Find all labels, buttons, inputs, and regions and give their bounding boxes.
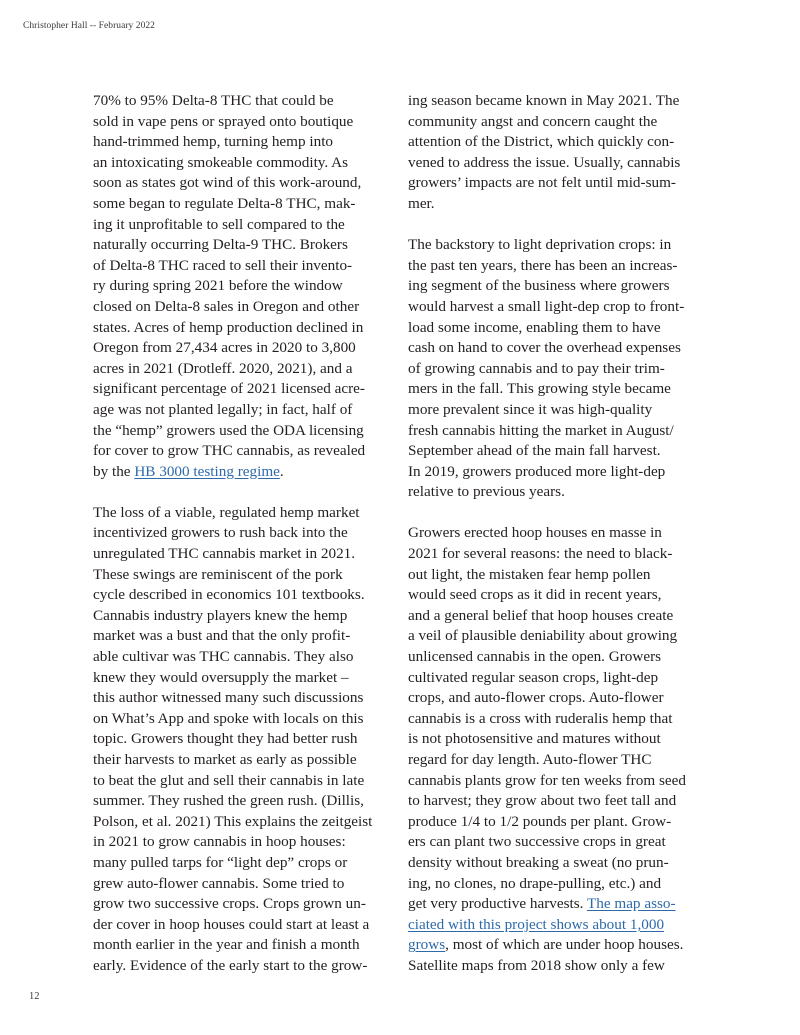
paragraph-gap bbox=[408, 215, 710, 236]
text-line: age was not planted legally; in fact, half of bbox=[93, 400, 353, 418]
text-line: their harvests to market as early as possible bbox=[93, 751, 357, 768]
paragraph-gap bbox=[93, 482, 398, 503]
text-line: regard for day length. Auto-flower THC bbox=[408, 751, 652, 768]
project-map-link[interactable]: The map asso- bbox=[586, 895, 676, 913]
running-header: Christopher Hall -- February 2022 bbox=[23, 21, 155, 31]
text-line: cultivated regular season crops, light-dep bbox=[408, 668, 659, 686]
text-line: an intoxicating smokeable commodity. As bbox=[93, 153, 349, 171]
left-column bbox=[93, 91, 398, 977]
text-line: ing, no clones, no drape-pulling, etc.) and bbox=[408, 874, 662, 892]
text-line: more prevalent since it was high-quality bbox=[408, 400, 653, 418]
text-line: These swings are reminiscent of the pork bbox=[93, 565, 343, 583]
text-line: crops, and auto-flower crops. Auto-flower bbox=[408, 689, 664, 707]
text-line: soon as states got wind of this work-around, bbox=[93, 174, 362, 192]
text-line: month earlier in the year and finish a month bbox=[93, 936, 360, 954]
text-line: ers can plant two successive crops in great bbox=[408, 833, 666, 851]
text-line: acres in 2021 (Drotleff. 2020, 2021), and a bbox=[93, 359, 353, 377]
paragraph-gap bbox=[408, 503, 710, 524]
text-line: knew they would oversupply the market – bbox=[93, 668, 349, 686]
text-line: 2021 for several reasons: the need to black- bbox=[408, 545, 673, 563]
text-line: closed on Delta-8 sales in Oregon and other bbox=[93, 297, 360, 315]
text-fragment: get very productive harvests. bbox=[408, 895, 587, 913]
text-line: naturally occurring Delta-9 THC. Brokers bbox=[93, 236, 348, 254]
text-line: cash on hand to cover the overhead expenses bbox=[408, 339, 681, 357]
project-map-link[interactable]: ciated with this project shows about 1,000 bbox=[408, 915, 665, 933]
text-line: on What’s App and spoke with locals on this bbox=[93, 709, 364, 727]
text-line: early. Evidence of the early start to the grow- bbox=[93, 956, 368, 974]
right-column bbox=[408, 91, 710, 977]
text-line: for cover to grow THC cannabis, as revealed bbox=[93, 442, 366, 460]
text-line: grow two successive crops. Crops grown un- bbox=[93, 895, 366, 913]
text-line: is not photosensitive and matures without bbox=[408, 730, 661, 748]
text-line: produce 1/4 to 1/2 pounds per plant. Grow- bbox=[408, 812, 672, 830]
text-line: cannabis is a cross with ruderalis hemp that bbox=[408, 709, 673, 727]
text-line: to beat the glut and sell their cannabis in late bbox=[93, 771, 365, 789]
paragraph-hoop-houses bbox=[408, 523, 710, 976]
text-line: The loss of a viable, regulated hemp market bbox=[93, 503, 360, 521]
text-line: states. Acres of hemp production declined in bbox=[93, 318, 364, 336]
text-line: cycle described in economics 101 textbooks. bbox=[93, 586, 365, 604]
text-line: to harvest; they grow about two feet tall and bbox=[408, 792, 677, 810]
project-map-link[interactable]: grows bbox=[408, 936, 446, 954]
text-fragment: by the bbox=[93, 462, 135, 480]
text-line: mer. bbox=[408, 194, 435, 212]
text-line-with-link bbox=[93, 462, 398, 483]
text-line: and a general belief that hoop houses create bbox=[408, 606, 674, 624]
text-line: mers in the fall. This growing style became bbox=[408, 380, 671, 398]
text-line: would seed crops as it did in recent years, bbox=[408, 586, 662, 604]
text-line: der cover in hoop houses could start at least a bbox=[93, 915, 370, 933]
text-line: would harvest a small light-dep crop to front- bbox=[408, 297, 685, 315]
text-line: fresh cannabis hitting the market in August/ bbox=[408, 421, 674, 439]
text-line: some began to regulate Delta-8 THC, mak- bbox=[93, 194, 356, 212]
text-line: of growing cannabis and to pay their trim- bbox=[408, 359, 665, 377]
text-line: sold in vape pens or sprayed onto boutique bbox=[93, 112, 354, 130]
text-line: grew auto-flower cannabis. Some tried to bbox=[93, 874, 345, 892]
page-number: 12 bbox=[29, 991, 40, 1002]
text-line: ing segment of the business where growers bbox=[408, 277, 670, 295]
text-line: ry during spring 2021 before the window bbox=[93, 277, 343, 295]
text-line: density without breaking a sweat (no prun- bbox=[408, 853, 669, 871]
text-line: topic. Growers thought they had better rush bbox=[93, 730, 358, 748]
text-line: unregulated THC cannabis market in 2021. bbox=[93, 545, 356, 563]
text-line-with-link bbox=[408, 935, 710, 956]
text-line: ing it unprofitable to sell compared to the bbox=[93, 215, 345, 233]
text-line: many pulled tarps for “light dep” crops or bbox=[93, 853, 348, 871]
paragraph-delta8 bbox=[93, 91, 398, 482]
text-line: In 2019, growers produced more light-dep bbox=[408, 462, 666, 480]
text-line: market was a bust and that the only profit- bbox=[93, 627, 351, 645]
paragraph-growing-season bbox=[408, 91, 710, 215]
text-line: 70% to 95% Delta-8 THC that could be bbox=[93, 92, 334, 109]
text-line: in 2021 to grow cannabis in hoop houses: bbox=[93, 833, 346, 851]
text-fragment: . bbox=[279, 462, 284, 480]
text-line: Oregon from 27,434 acres in 2020 to 3,800 bbox=[93, 339, 356, 357]
text-line: Cannabis industry players knew the hemp bbox=[93, 606, 348, 624]
text-line: relative to previous years. bbox=[408, 483, 565, 501]
text-line: unlicensed cannabis in the open. Growers bbox=[408, 648, 662, 666]
text-line: ing season became known in May 2021. The bbox=[408, 92, 680, 109]
text-line: incentivized growers to rush back into the bbox=[93, 524, 348, 542]
text-line: Growers erected hoop houses en masse in bbox=[408, 524, 662, 542]
paragraph-light-deprivation bbox=[408, 235, 710, 503]
text-line: load some income, enabling them to have bbox=[408, 318, 661, 336]
text-line: The backstory to light deprivation crops: in bbox=[408, 236, 672, 254]
text-fragment: , most of which are under hoop houses. bbox=[445, 936, 684, 954]
text-line: the past ten years, there has been an increas- bbox=[408, 256, 678, 274]
hb-3000-testing-regime-link[interactable]: HB 3000 testing regime bbox=[134, 462, 280, 480]
text-line: attention of the District, which quickly con- bbox=[408, 133, 675, 151]
text-line: significant percentage of 2021 licensed acre- bbox=[93, 380, 365, 398]
text-line: growers’ impacts are not felt until mid-sum- bbox=[408, 174, 676, 192]
text-line: vened to address the issue. Usually, cannabis bbox=[408, 153, 681, 171]
text-line: of Delta-8 THC raced to sell their invento- bbox=[93, 256, 353, 274]
text-line: community angst and concern caught the bbox=[408, 112, 658, 130]
text-line: a veil of plausible deniability about growing bbox=[408, 627, 678, 645]
text-line: the “hemp” growers used the ODA licensing bbox=[93, 421, 364, 439]
text-line: this author witnessed many such discussions bbox=[93, 689, 364, 707]
text-line: September ahead of the main fall harvest. bbox=[408, 442, 661, 460]
text-line-with-link bbox=[408, 915, 710, 936]
text-line-with-link bbox=[408, 894, 710, 915]
text-line: Polson, et al. 2021) This explains the zeitgeist bbox=[93, 812, 373, 830]
text-line: summer. They rushed the green rush. (Dillis, bbox=[93, 792, 364, 810]
text-line: hand-trimmed hemp, turning hemp into bbox=[93, 133, 334, 151]
text-line: cannabis plants grow for ten weeks from seed bbox=[408, 771, 686, 789]
text-line: able cultivar was THC cannabis. They also bbox=[93, 648, 354, 666]
text-line: Satellite maps from 2018 show only a few bbox=[408, 956, 665, 974]
text-line: out light, the mistaken fear hemp pollen bbox=[408, 565, 651, 583]
paragraph-hemp-market-loss bbox=[93, 503, 398, 977]
